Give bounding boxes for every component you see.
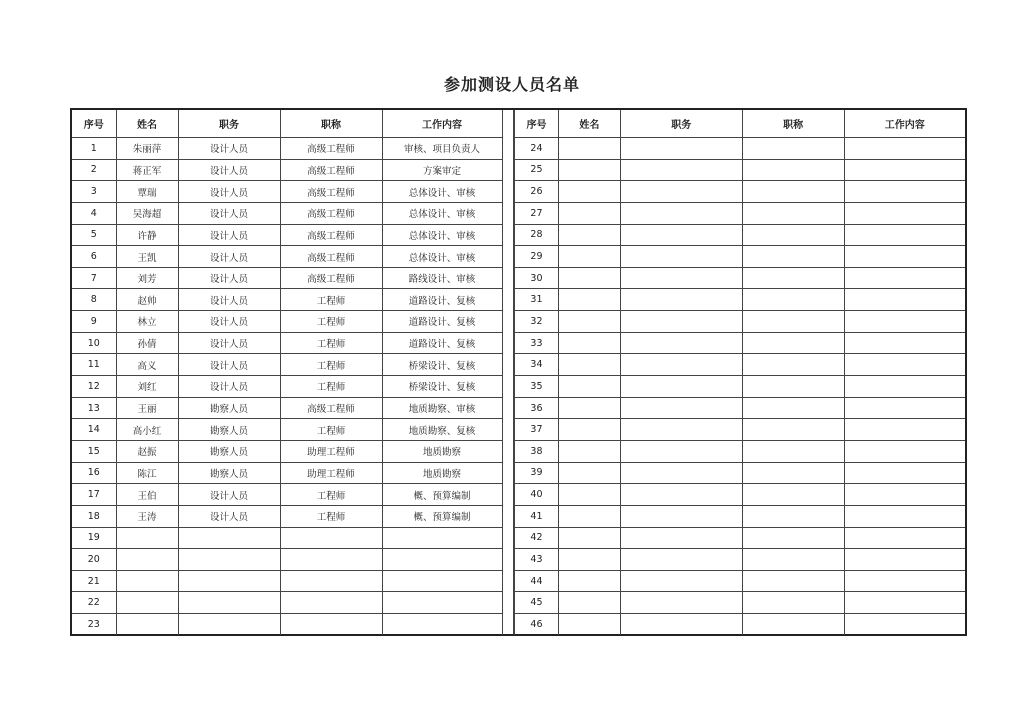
cell-work: 概、预算编制 [382,484,502,506]
cell-name: 刘红 [116,376,178,398]
cell-duty [620,462,742,484]
cell-name [558,484,620,506]
cell-work [844,570,965,592]
cell-name [558,311,620,333]
cell-title [742,462,844,484]
cell-duty: 设计人员 [178,202,280,224]
cell-work [844,181,965,203]
cell-title: 工程师 [280,484,382,506]
cell-name [116,614,178,635]
table-row [72,181,502,203]
cell-no: 16 [72,462,116,484]
cell-duty [620,354,742,376]
table-row [515,224,966,246]
cell-duty: 设计人员 [178,484,280,506]
cell-name [558,159,620,181]
cell-no: 2 [72,159,116,181]
cell-name [116,527,178,549]
table-row [515,246,966,268]
header-duty: 职务 [620,110,742,138]
cell-work: 路线设计、审核 [382,267,502,289]
cell-no: 28 [515,224,559,246]
cell-no: 45 [515,592,559,614]
table-row [515,138,966,160]
cell-duty [620,592,742,614]
cell-work [844,159,965,181]
cell-no: 39 [515,462,559,484]
cell-title: 工程师 [280,376,382,398]
cell-name: 刘芳 [116,267,178,289]
table-row [72,289,502,311]
table-row [72,484,502,506]
cell-name [558,570,620,592]
cell-work [382,592,502,614]
cell-title: 工程师 [280,311,382,333]
cell-duty [620,311,742,333]
table-row [72,397,502,419]
cell-duty [620,289,742,311]
cell-duty: 设计人员 [178,376,280,398]
cell-duty [620,224,742,246]
cell-work [844,224,965,246]
right-table [514,110,965,635]
cell-no: 5 [72,224,116,246]
cell-title: 高级工程师 [280,267,382,289]
table-row [515,267,966,289]
cell-name [558,202,620,224]
header-name: 姓名 [558,110,620,138]
cell-work [844,440,965,462]
cell-name: 王凯 [116,246,178,268]
cell-title: 工程师 [280,354,382,376]
table-row [72,419,502,441]
cell-duty: 勘察人员 [178,397,280,419]
header-work: 工作内容 [382,110,502,138]
cell-name [558,332,620,354]
table-row [72,592,502,614]
cell-name: 蒋正军 [116,159,178,181]
cell-duty [620,202,742,224]
cell-duty [620,484,742,506]
cell-title: 助理工程师 [280,440,382,462]
cell-no: 41 [515,505,559,527]
cell-no: 43 [515,549,559,571]
cell-no: 26 [515,181,559,203]
cell-work: 地质勘察 [382,440,502,462]
table-row [72,332,502,354]
cell-name: 吴海超 [116,202,178,224]
cell-no: 1 [72,138,116,160]
cell-title: 高级工程师 [280,202,382,224]
cell-name: 高义 [116,354,178,376]
cell-title: 高级工程师 [280,224,382,246]
table-row [72,138,502,160]
cell-duty: 勘察人员 [178,440,280,462]
cell-work [844,202,965,224]
cell-name: 林立 [116,311,178,333]
cell-no: 44 [515,570,559,592]
cell-work: 桥梁设计、复核 [382,354,502,376]
cell-work: 概、预算编制 [382,505,502,527]
cell-no: 46 [515,614,559,635]
cell-name [558,267,620,289]
cell-name: 赵振 [116,440,178,462]
cell-duty [178,592,280,614]
cell-name: 王伯 [116,484,178,506]
cell-title [280,549,382,571]
cell-duty: 勘察人员 [178,462,280,484]
cell-work [844,549,965,571]
cell-no: 10 [72,332,116,354]
table-row [515,549,966,571]
cell-no: 32 [515,311,559,333]
header-title: 职称 [280,110,382,138]
cell-work [844,376,965,398]
left-table [72,110,503,635]
cell-no: 6 [72,246,116,268]
cell-no: 35 [515,376,559,398]
cell-title [742,484,844,506]
cell-duty: 设计人员 [178,311,280,333]
table-row [515,505,966,527]
table-row [72,549,502,571]
cell-no: 9 [72,311,116,333]
cell-work: 地质勘察、审核 [382,397,502,419]
cell-title: 工程师 [280,419,382,441]
cell-work: 总体设计、审核 [382,202,502,224]
cell-title [742,138,844,160]
cell-no: 11 [72,354,116,376]
cell-title [280,527,382,549]
cell-title: 高级工程师 [280,159,382,181]
cell-duty [620,181,742,203]
cell-title: 工程师 [280,505,382,527]
cell-duty: 设计人员 [178,138,280,160]
cell-name [558,614,620,635]
cell-work [844,419,965,441]
cell-name [558,289,620,311]
table-row [515,614,966,635]
cell-duty [178,570,280,592]
cell-title [742,311,844,333]
table-row [515,376,966,398]
cell-no: 15 [72,440,116,462]
cell-title [280,592,382,614]
cell-duty [620,570,742,592]
cell-no: 42 [515,527,559,549]
cell-no: 34 [515,354,559,376]
table-divider [502,110,514,634]
header-no: 序号 [72,110,116,138]
cell-title [742,614,844,635]
cell-duty [620,549,742,571]
cell-no: 21 [72,570,116,592]
cell-no: 33 [515,332,559,354]
cell-name: 许静 [116,224,178,246]
cell-no: 13 [72,397,116,419]
header-work: 工作内容 [844,110,965,138]
cell-duty [620,505,742,527]
cell-duty [620,527,742,549]
table-row [515,527,966,549]
cell-title [742,505,844,527]
cell-duty: 设计人员 [178,267,280,289]
cell-duty [620,246,742,268]
table-row [72,354,502,376]
cell-title [742,570,844,592]
table-row [515,397,966,419]
cell-name [558,527,620,549]
cell-name [116,592,178,614]
cell-work: 地质勘察 [382,462,502,484]
cell-work: 总体设计、审核 [382,224,502,246]
table-row [515,440,966,462]
cell-no: 37 [515,419,559,441]
cell-work: 总体设计、审核 [382,246,502,268]
cell-work: 地质勘察、复核 [382,419,502,441]
cell-title: 工程师 [280,332,382,354]
cell-duty [178,549,280,571]
cell-no: 36 [515,397,559,419]
cell-name: 高小红 [116,419,178,441]
cell-title [280,614,382,635]
header-row [515,110,966,138]
cell-title: 高级工程师 [280,397,382,419]
cell-no: 14 [72,419,116,441]
cell-title [742,527,844,549]
table-row [72,376,502,398]
cell-name: 王涛 [116,505,178,527]
table-row [515,592,966,614]
cell-work [844,527,965,549]
cell-no: 25 [515,159,559,181]
cell-name [558,397,620,419]
cell-no: 20 [72,549,116,571]
cell-duty: 设计人员 [178,181,280,203]
table-row [515,462,966,484]
cell-no: 8 [72,289,116,311]
cell-title [742,332,844,354]
cell-duty [620,267,742,289]
cell-title [742,419,844,441]
table-row [72,505,502,527]
cell-no: 27 [515,202,559,224]
table-row [72,440,502,462]
cell-name [558,138,620,160]
cell-name [558,505,620,527]
cell-duty: 设计人员 [178,246,280,268]
table-row [515,159,966,181]
cell-title [742,289,844,311]
cell-name: 覃瑞 [116,181,178,203]
cell-name: 赵帅 [116,289,178,311]
cell-duty: 设计人员 [178,159,280,181]
cell-name: 孙倩 [116,332,178,354]
cell-no: 12 [72,376,116,398]
cell-no: 31 [515,289,559,311]
table-row [515,354,966,376]
table-row [72,159,502,181]
cell-no: 23 [72,614,116,635]
cell-name [558,181,620,203]
cell-duty [178,614,280,635]
cell-title [280,570,382,592]
cell-name [558,354,620,376]
table-row [72,570,502,592]
cell-name [558,419,620,441]
cell-duty [620,440,742,462]
cell-work: 审核、项目负责人 [382,138,502,160]
table-row [515,289,966,311]
cell-duty: 设计人员 [178,224,280,246]
header-name: 姓名 [116,110,178,138]
cell-name [558,440,620,462]
cell-name [558,246,620,268]
cell-title [742,224,844,246]
cell-title [742,397,844,419]
cell-duty: 设计人员 [178,505,280,527]
cell-duty [620,138,742,160]
cell-duty [620,376,742,398]
cell-work: 方案审定 [382,159,502,181]
cell-work [844,462,965,484]
cell-work [844,267,965,289]
cell-duty: 勘察人员 [178,419,280,441]
header-no: 序号 [515,110,559,138]
table-row [515,570,966,592]
cell-title [742,181,844,203]
table-row [72,614,502,635]
table-row [72,527,502,549]
cell-work: 桥梁设计、复核 [382,376,502,398]
table-row [515,202,966,224]
cell-title [742,267,844,289]
cell-name [558,592,620,614]
cell-no: 3 [72,181,116,203]
cell-no: 40 [515,484,559,506]
cell-work [844,289,965,311]
cell-no: 7 [72,267,116,289]
cell-work [844,138,965,160]
cell-work [844,484,965,506]
table-row [72,267,502,289]
cell-work [844,505,965,527]
cell-title [742,440,844,462]
cell-duty [620,332,742,354]
cell-duty [620,159,742,181]
cell-title [742,246,844,268]
cell-name: 朱丽萍 [116,138,178,160]
table-row [72,246,502,268]
cell-duty [620,397,742,419]
cell-title: 高级工程师 [280,138,382,160]
cell-no: 18 [72,505,116,527]
cell-work: 道路设计、复核 [382,289,502,311]
cell-duty [620,419,742,441]
cell-work [382,527,502,549]
cell-title: 高级工程师 [280,181,382,203]
cell-name [558,462,620,484]
cell-work [844,397,965,419]
cell-no: 24 [515,138,559,160]
cell-duty: 设计人员 [178,289,280,311]
cell-title [742,159,844,181]
table-row [515,484,966,506]
table-row [72,224,502,246]
cell-no: 22 [72,592,116,614]
cell-no: 38 [515,440,559,462]
personnel-table [70,108,967,636]
page-title: 参加测设人员名单 [443,75,580,94]
cell-work [382,570,502,592]
cell-name [558,549,620,571]
header-title: 职称 [742,110,844,138]
cell-name [558,376,620,398]
cell-title: 助理工程师 [280,462,382,484]
cell-name: 王丽 [116,397,178,419]
cell-no: 19 [72,527,116,549]
header-row [72,110,502,138]
cell-name [116,549,178,571]
table-row [515,332,966,354]
cell-title [742,376,844,398]
cell-name [558,224,620,246]
cell-title [742,354,844,376]
cell-duty [620,614,742,635]
cell-title: 工程师 [280,289,382,311]
cell-work [382,549,502,571]
cell-work [382,614,502,635]
cell-no: 4 [72,202,116,224]
cell-duty [178,527,280,549]
table-row [515,181,966,203]
cell-title [742,549,844,571]
cell-work [844,614,965,635]
cell-title: 高级工程师 [280,246,382,268]
cell-no: 29 [515,246,559,268]
cell-duty: 设计人员 [178,354,280,376]
table-row [72,311,502,333]
header-duty: 职务 [178,110,280,138]
table-row [515,311,966,333]
table-row [72,202,502,224]
cell-work: 总体设计、审核 [382,181,502,203]
cell-work: 道路设计、复核 [382,311,502,333]
cell-work [844,592,965,614]
cell-work [844,246,965,268]
cell-name [116,570,178,592]
cell-work [844,311,965,333]
cell-work [844,332,965,354]
table-row [72,462,502,484]
cell-no: 30 [515,267,559,289]
cell-work: 道路设计、复核 [382,332,502,354]
cell-work [844,354,965,376]
cell-title [742,592,844,614]
table-row [515,419,966,441]
cell-no: 17 [72,484,116,506]
cell-name: 陈江 [116,462,178,484]
cell-duty: 设计人员 [178,332,280,354]
cell-title [742,202,844,224]
